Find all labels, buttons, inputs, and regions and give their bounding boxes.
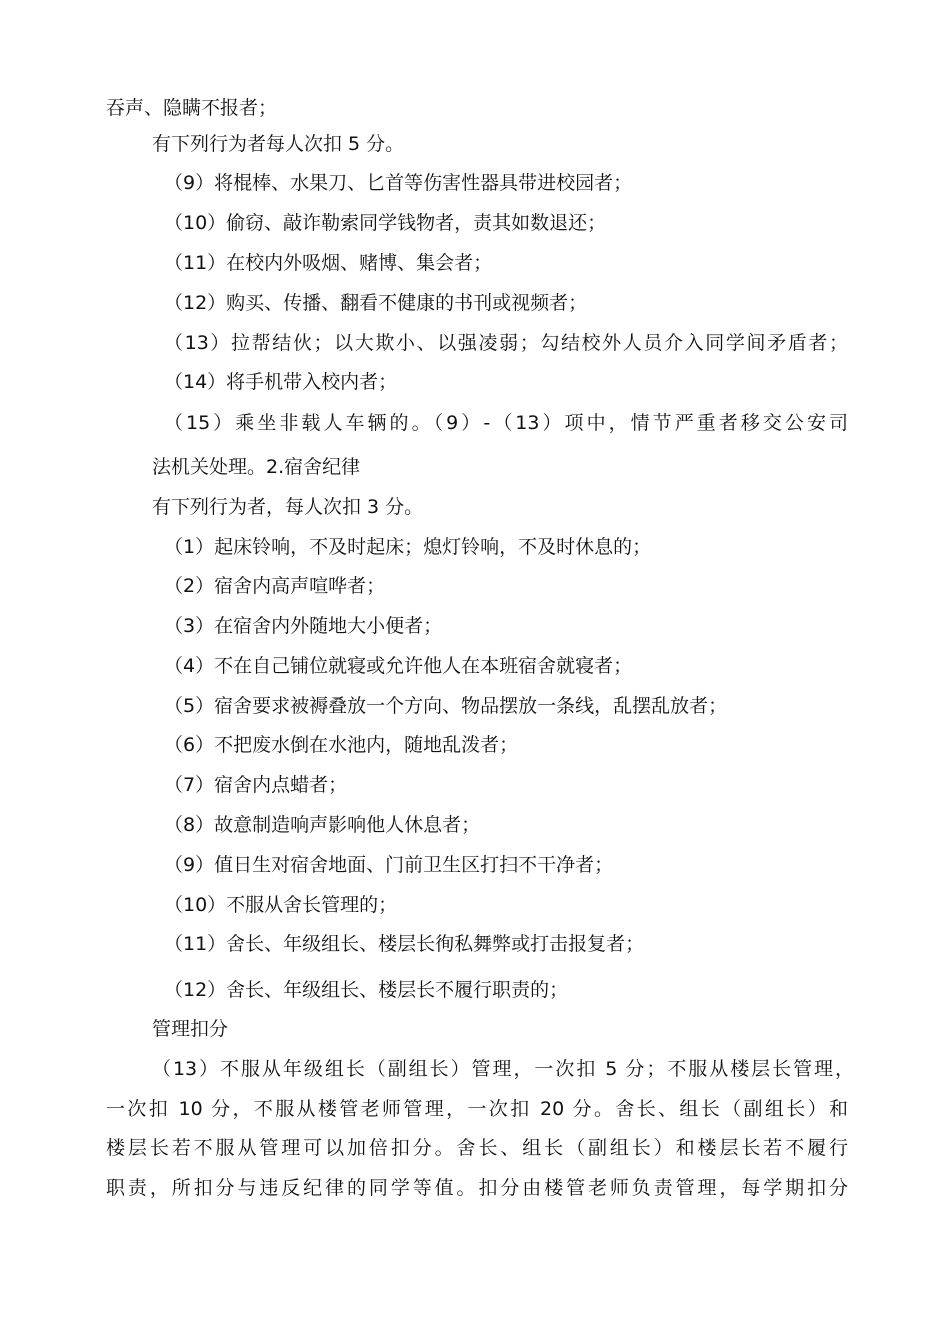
dorm-item-9: （9）值日生对宿舍地面、门前卫生区打扫不干净者； (164, 854, 614, 876)
rule-item-11: （11）在校内外吸烟、赌博、集会者； (164, 252, 493, 274)
dorm-intro: 有下列行为者，每人次扣 3 分。 (152, 496, 424, 518)
dorm-item-5: （5）宿舍要求被褥叠放一个方向、物品摆放一条线，乱摆乱放者； (164, 695, 728, 717)
section-heading-management: 管理扣分 (152, 1018, 229, 1040)
rule-item-15: （15）乘坐非载人车辆的。（9）-（13）项中，情节严重者移交公安司 (164, 412, 848, 434)
dorm-item-7: （7）宿舍内点蜡者； (164, 774, 348, 796)
paragraph-line-4: 职责，所扣分与违反纪律的同学等值。扣分由楼管老师负责管理，每学期扣分 (106, 1177, 848, 1199)
dorm-item-4: （4）不在自己铺位就寝或允许他人在本班宿舍就寝者； (164, 655, 633, 677)
dorm-item-12: （12）舍长、年级组长、楼层长不履行职责的； (164, 979, 569, 1001)
dorm-item-2: （2）宿舍内高声喧哗者； (164, 575, 386, 597)
rule-item-13: （13）拉帮结伙；以大欺小、以强凌弱；勾结校外人员介入同学间矛盾者； (164, 332, 848, 354)
dorm-item-8: （8）故意制造响声影响他人休息者； (164, 814, 481, 836)
rule-item-12: （12）购买、传播、翻看不健康的书刊或视频者； (164, 292, 588, 314)
text-line-2: 有下列行为者每人次扣 5 分。 (152, 133, 405, 155)
text-line-continuation: 法机关处理。2.宿舍纪律 (152, 456, 361, 478)
dorm-item-10: （10）不服从舍长管理的； (164, 894, 398, 916)
dorm-item-11: （11）舍长、年级组长、楼层长徇私舞弊或打击报复者； (164, 933, 645, 955)
dorm-item-6: （6）不把废水倒在水池内，随地乱泼者； (164, 734, 519, 756)
rule-item-9: （9）将棍棒、水果刀、匕首等伤害性器具带进校园者； (164, 172, 633, 194)
dorm-item-1: （1）起床铃响，不及时起床；熄灯铃响，不及时休息的； (164, 536, 652, 558)
management-item-13: （13）不服从年级组长（副组长）管理，一次扣 5 分；不服从楼层长管理， (152, 1058, 854, 1080)
dorm-item-3: （3）在宿舍内外随地大小便者； (164, 615, 443, 637)
rule-item-10: （10）偷窃、敲诈勒索同学钱物者，责其如数退还； (164, 212, 607, 234)
paragraph-line-3: 楼层长若不服从管理可以加倍扣分。舍长、组长（副组长）和楼层长若不履行 (106, 1137, 848, 1159)
rule-item-14: （14）将手机带入校内者； (164, 371, 398, 393)
paragraph-line-2: 一次扣 10 分，不服从楼管老师管理，一次扣 20 分。舍长、组长（副组长）和 (106, 1098, 848, 1120)
text-line-1: 吞声、隐瞒不报者； (106, 97, 278, 119)
